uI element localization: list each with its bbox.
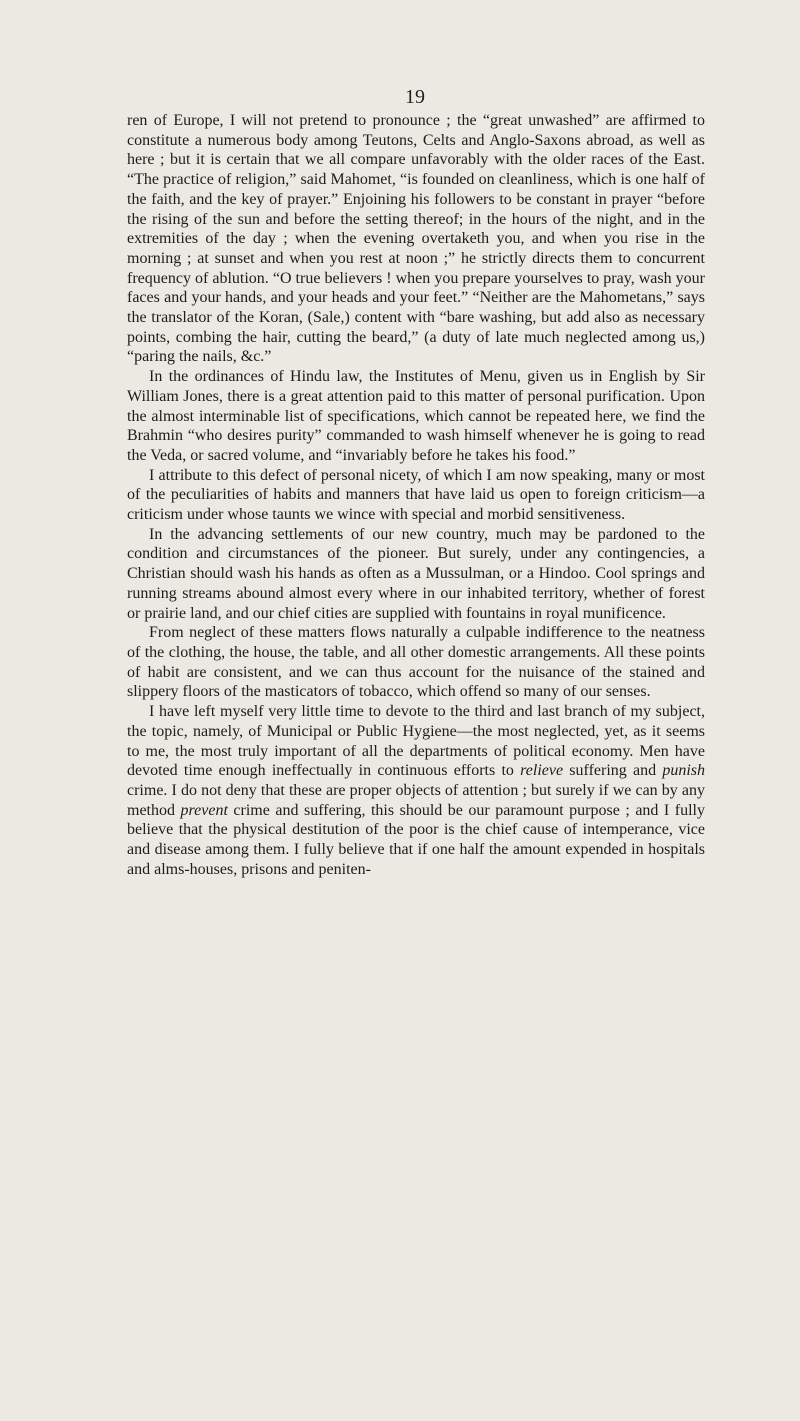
hygiene-text-2: suffering and [563,762,663,780]
hygiene-text-1: I have left myself very little time to devote to the third and last branch of my subject, the topic, namely, of Municipal or Public Hygiene—the most neglected, yet, as it seems to me, the most truly important of all the departments of political economy. Men have devoted time enough ineffectually in continuous efforts to [127,703,705,780]
emphasis-prevent: prevent [180,801,228,819]
paragraph-ablution: ren of Europe, I will not pretend to pronounce ; the “great unwashed” are affirmed to constitute a numerous body among Teutons, Celts and Anglo-Saxons abroad, as well as here ; but it is certain that we all compare unfavorably with the older races of the East. “The practice of religion,” said Mahomet, “is founded on cleanliness, which is one half of the faith, and the key of prayer.” Enjoining his followers to be constant in prayer “before the rising of the sun and before the setting thereof; in the hours of the night, and in the extremities of the day ; when the evening overtaketh you, and when you rise in the morning ; at sunset and when you rest at noon ;” he strictly directs them to concurrent frequency of ablution. “O true believers ! when you prepare yourselves to pray, wash your faces and your hands, and your heads and your feet.” “Neither are the Mahometans,” says the translator of the Koran, (Sale,) content with “bare washing, but add also as necessary points, combing the hair, cutting the beard,” (a duty of late much neglected among us,) “paring the nails, &c.” [127,112,705,366]
paragraph-neglect: From neglect of these matters flows naturally a culpable indifference to the neatness of the clothing, the house, the table, and all other domestic arrangements. All these points of habit are consistent, and we can thus account for the nuisance of the stained and slippery floors of the masticators of tobacco, which offend so many of our senses. [127,624,705,701]
hygiene-text-4: crime and suffering, this should be our paramount purpose ; and I fully believe that the physical destitution of the poor is the chief cause of intemperance, vice and disease among them. I fully believe that if one half the amount expended in hospitals and alms-houses, prisons and peniten- [127,801,705,878]
paragraph-hindu-law: In the ordinances of Hindu law, the Institutes of Menu, given us in English by Sir William Jones, there is a great attention paid to this matter of personal purification. Upon the almost interminable list of specifications, which cannot be repeated here, we find the Brahmin “who desires purity” commanded to wash himself whenever he is going to read the Veda, or sacred volume, and “invariably before he takes his food.” [127,368,705,464]
hygiene-text-3: crime. I do not deny that these are proper objects of attention ; but surely if we can by any method [127,781,705,819]
emphasis-punish: punish [662,762,705,780]
paragraph-personal-nicety: I attribute to this defect of personal nicety, of which I am now speaking, many or most of the peculiarities of habits and manners that have laid us open to foreign criticism—a criticism under whose taunts we wince with special and morbid sensitiveness. [127,466,705,524]
body-text [127,111,705,879]
paragraph-settlements: In the advancing settlements of our new country, much may be pardoned to the condition and circumstances of the pioneer. But surely, under any contingencies, a Christian should wash his hands as often as a Mussulman, or a Hindoo. Cool springs and running streams abound almost every where in our inhabited territory, whether of forest or prairie land, and our chief cities are supplied with fountains in royal munificence. [127,525,705,622]
emphasis-relieve: relieve [520,762,564,780]
page-number: 19 [405,86,425,108]
paragraph-public-hygiene [127,702,705,879]
